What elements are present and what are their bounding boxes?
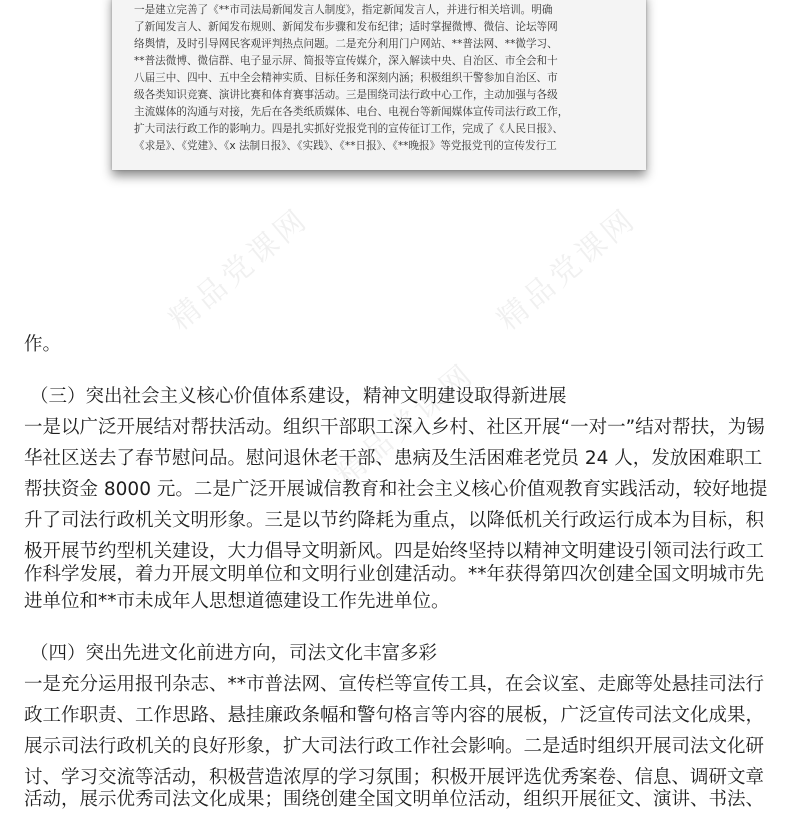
preview-line: 络舆情，及时引导网民客观评判热点问题。二是充分利用门户网站、**普法网、**微学习、 [134, 38, 558, 50]
section-heading-3: （三）突出社会主义核心价值体系建设，精神文明建设取得新进展 [30, 386, 567, 407]
paragraph-line: 极开展节约型机关建设，大力倡导文明新风。四是始终坚持以精神文明建设引领司法行政工 [24, 541, 765, 562]
preview-line: **普法微博、微信群、电子显示屏、简报等宣传媒介，深入解读中央、自治区、市全会和十 [134, 55, 558, 67]
section-heading-4: （四）突出先进文化前进方向，司法文化丰富多彩 [30, 643, 438, 664]
paragraph-line: 升了司法行政机关文明形象。三是以节约降耗为重点，以降低机关行政运行成本为目标，积 [24, 510, 765, 531]
paragraph-line: 讨、学习交流等活动，积极营造浓厚的学习氛围；积极开展评选优秀案卷、信息、调研文章 [24, 767, 765, 788]
paragraph-line: 作科学发展，着力开展文明单位和文明行业创建活动。**年获得第四次创建全国文明城市先 [24, 564, 765, 585]
preview-line: 主流媒体的沟通与对接，先后在各类纸质媒体、电台、电视台等新闻媒体宣传司法行政工作， [134, 106, 569, 118]
preview-line: 扩大司法行政工作的影响力。四是扎实抓好党报党刊的宣传征订工作，完成了《人民日报》、 [134, 123, 564, 135]
paragraph-line: 进单位和**市未成年人思想道德建设工作先进单位。 [24, 591, 450, 612]
watermark-text: 精品党课网 [162, 201, 316, 338]
paragraph-line: 展示司法行政机关的良好形象，扩大司法行政工作社会影响。二是适时组织开展司法文化研 [24, 736, 765, 757]
watermark-text: 精品党课网 [328, 356, 482, 493]
paragraph-line: 帮扶资金 8000 元。二是广泛开展诚信教育和社会主义核心价值观教育实践活动，较好地提 [24, 479, 768, 500]
paragraph-line: 一是充分运用报刊杂志、**市普法网、宣传栏等宣传工具，在会议室、走廊等处悬挂司法行 [24, 674, 765, 695]
paragraph-line: 一是以广泛开展结对帮扶活动。组织干部职工深入乡村、社区开展“一对一”结对帮扶，为锡 [24, 417, 765, 438]
watermark-text: 精品党课网 [490, 201, 644, 338]
preview-line: 一是建立完善了《**市司法局新闻发言人制度》，指定新闻发言人，并进行相关培训。明确 [134, 4, 553, 16]
paragraph-line: 华社区送去了春节慰问品。慰问退休老干部、患病及生活困难老党员 24 人，发放困难职工 [24, 448, 763, 469]
paragraph-line: 政工作职责、工作思路、悬挂廉政条幅和警句格言等内容的展板，广泛宣传司法文化成果， [24, 705, 765, 726]
preview-line: 《求是》、《党建》、《x 法制日报》、《实践》、《**日报》、《**晚报》等党报党刊的宣传发行工 [134, 140, 557, 152]
page-preview-thumbnail [112, 0, 646, 170]
paragraph-tail: 作。 [24, 334, 62, 355]
preview-line: 级各类知识竞赛、演讲比赛和体育赛事活动。三是围绕司法行政中心工作，主动加强与各级 [134, 89, 558, 101]
preview-line: 了新闻发言人、新闻发布规则、新闻发布步骤和发布纪律；适时掌握微博、微信、论坛等网 [134, 21, 558, 33]
preview-line: 八届三中、四中、五中全会精神实质、目标任务和深刻内涵；积极组织干警参加自治区、市 [134, 72, 558, 84]
paragraph-line: 活动，展示优秀司法文化成果；围绕创建全国文明单位活动，组织开展征文、演讲、书法、 [24, 789, 765, 810]
